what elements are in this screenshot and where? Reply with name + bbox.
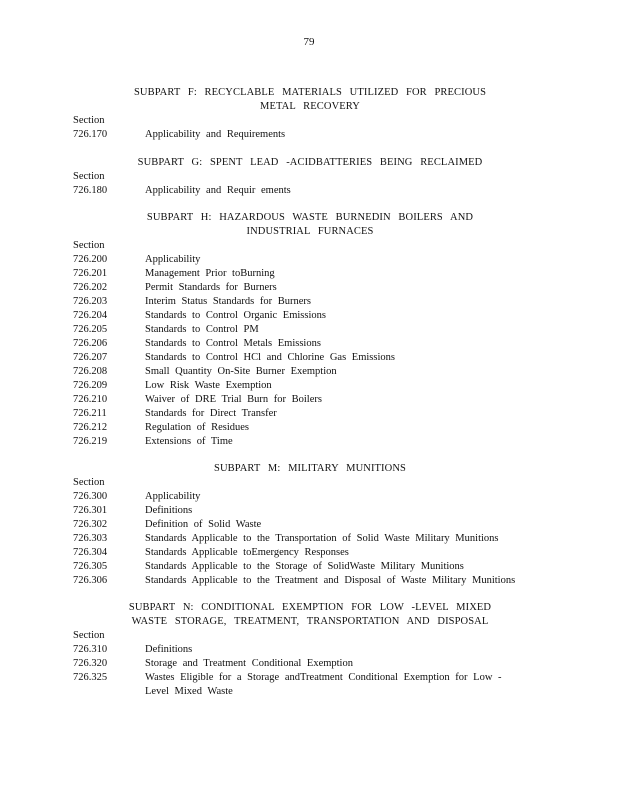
section-number: 726.210: [73, 394, 108, 405]
section-title: Standards to Control Metals Emissions: [145, 338, 321, 349]
toc-entry: [73, 281, 573, 295]
section-number: 726.303: [73, 533, 108, 544]
section-number: 726.302: [73, 519, 108, 530]
toc-entry: [73, 393, 573, 407]
toc-entry: [73, 435, 573, 449]
section-number: 726.304: [73, 547, 108, 558]
toc-entry: [73, 337, 573, 351]
toc-entry: [73, 560, 573, 574]
subpart-n-heading: [100, 601, 520, 629]
section-title: Standards to Control HCl and Chlorine Gas Emissions: [145, 352, 395, 363]
section-number: 726.212: [73, 422, 108, 433]
section-title: Standards for Direct Transfer: [145, 408, 277, 419]
subpart-heading-line: WASTE STORAGE, TREATMENT, TRANSPORTATION AND DISPOSAL: [131, 616, 489, 627]
toc-entry: [73, 490, 573, 504]
section-title: Waiver of DRE Trial Burn for Boilers: [145, 394, 322, 405]
section-title: Applicability and Requir ements: [145, 185, 291, 196]
section-title: Standards Applicable toEmergency Responses: [145, 547, 349, 558]
toc-entry: [73, 365, 573, 379]
section-number: 726.180: [73, 185, 108, 196]
section-number: 726.203: [73, 296, 108, 307]
section-title: Small Quantity On-Site Burner Exemption: [145, 366, 337, 377]
section-number: 726.204: [73, 310, 108, 321]
toc-entry: [73, 267, 573, 281]
section-title: Standards Applicable to the Storage of SolidWaste Military Munitions: [145, 561, 464, 572]
section-number: 726.325: [73, 672, 108, 683]
section-title: Standards Applicable to the Treatment and Disposal of Waste Military Munitions: [145, 575, 516, 586]
section-number: 726.201: [73, 268, 108, 279]
subpart-heading-line: SUBPART N: CONDITIONAL EXEMPTION FOR LOW -LEVEL MIXED: [128, 602, 492, 613]
subpart-g-heading: [100, 156, 520, 170]
section-number: 726.306: [73, 575, 108, 586]
section-number: 726.170: [73, 129, 108, 140]
section-number: 726.205: [73, 324, 108, 335]
toc-entry: [73, 351, 573, 365]
subpart-f-heading: [100, 86, 520, 114]
section-number: 726.305: [73, 561, 108, 572]
subpart-h-heading: [100, 211, 520, 239]
toc-entry: [73, 657, 573, 671]
toc-entry: [73, 309, 573, 323]
subpart-heading-line: SUBPART F: RECYCLABLE MATERIALS UTILIZED FOR PRECIOUS: [133, 87, 487, 98]
section-number: 726.300: [73, 491, 108, 502]
section-title: Applicability: [145, 491, 201, 502]
toc-entry: [73, 407, 573, 421]
toc-entry: [73, 323, 573, 337]
toc-entry: [73, 184, 573, 198]
section-title: Low Risk Waste Exemption: [145, 380, 272, 391]
subpart-heading-line: SUBPART M: MILITARY MUNITIONS: [214, 463, 406, 474]
toc-entry: [73, 574, 573, 588]
subpart-heading-line: INDUSTRIAL FURNACES: [246, 226, 374, 237]
subpart-heading-line: METAL RECOVERY: [260, 101, 360, 112]
section-number: 726.301: [73, 505, 108, 516]
section-label: Section: [73, 171, 105, 182]
toc-entry: [73, 253, 573, 267]
section-title: Standards Applicable to the Transportation of Solid Waste Military Munitions: [145, 533, 499, 544]
toc-entry: [73, 421, 573, 435]
section-label: Section: [73, 477, 105, 488]
section-title: Regulation of Residues: [145, 422, 249, 433]
toc-entry: [73, 128, 573, 142]
section-number: 726.219: [73, 436, 108, 447]
section-title: Storage and Treatment Conditional Exemption: [145, 658, 353, 669]
toc-entry: [73, 504, 573, 518]
section-number: 726.211: [73, 408, 107, 419]
section-label: Section: [73, 630, 105, 641]
section-title: Permit Standards for Burners: [145, 282, 277, 293]
section-number: 726.208: [73, 366, 108, 377]
section-label: Section: [73, 240, 105, 251]
subpart-m-heading: [100, 462, 520, 476]
toc-entry: [73, 379, 573, 393]
section-number: 726.200: [73, 254, 108, 265]
toc-entry: [73, 643, 573, 657]
subpart-heading-line: SUBPART H: HAZARDOUS WASTE BURNEDIN BOILERS AND: [146, 212, 474, 223]
section-title: Extensions of Time: [145, 436, 233, 447]
subpart-heading-line: SUBPART G: SPENT LEAD -ACIDBATTERIES BEING RECLAIMED: [137, 157, 483, 168]
section-number: 726.310: [73, 644, 108, 655]
section-title: Interim Status Standards for Burners: [145, 296, 311, 307]
section-number: 726.209: [73, 380, 108, 391]
toc-entry: [73, 546, 573, 560]
section-title: Definition of Solid Waste: [145, 519, 262, 530]
section-title: Applicability: [145, 254, 201, 265]
page-number: 79: [303, 36, 315, 48]
section-title: Definitions: [145, 644, 193, 655]
section-title: Definitions: [145, 505, 193, 516]
toc-entry: [73, 532, 573, 546]
section-title: Wastes Eligible for a Storage andTreatment Conditional Exemption for Low - Level Mixed Waste: [145, 672, 502, 697]
section-title: Standards to Control PM: [145, 324, 259, 335]
section-title: Applicability and Requirements: [145, 129, 286, 140]
toc-entry: [73, 671, 573, 699]
section-label: Section: [73, 115, 105, 126]
section-number: 726.207: [73, 352, 108, 363]
toc-entry: [73, 518, 573, 532]
toc-entry: [73, 295, 573, 309]
section-number: 726.202: [73, 282, 108, 293]
section-title: Management Prior toBurning: [145, 268, 275, 279]
section-number: 726.320: [73, 658, 108, 669]
section-number: 726.206: [73, 338, 108, 349]
section-title: Standards to Control Organic Emissions: [145, 310, 326, 321]
